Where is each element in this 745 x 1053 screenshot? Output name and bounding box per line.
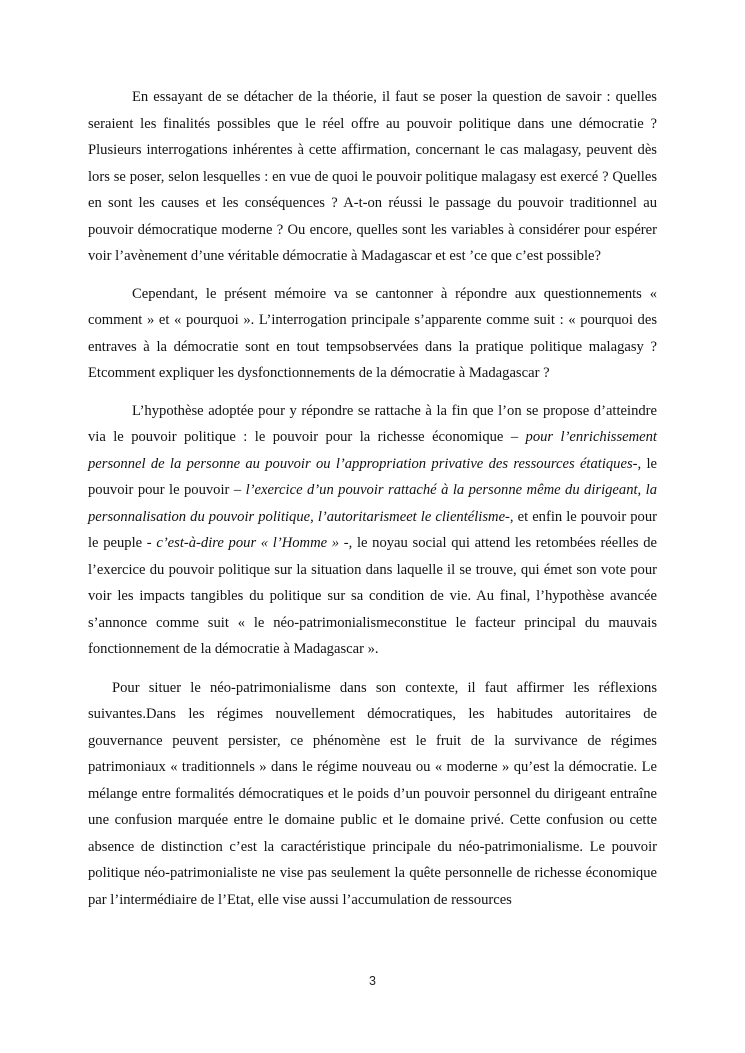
text-run: En essayant de se détacher de la théorie, il faut se poser la question de savoir : quelles seraient les finalités possibles que le réel offre au pouvoir politique dans une démocratie ? Plusieurs interrogations inhérentes à cette affirmation, concernant le cas malagasy, peuvent dès lors se poser, selon lesquelles : en vue de quoi le pouvoir politique malagasy est exercé ? Quelles en sont les causes et les conséquences ? A-t-on réussi le passage du pouvoir traditionnel au pouvoir démocratique moderne ? Ou encore, quelles sont les variables à considérer pour espérer voir l’avènement d’une véritable démocratie à Madagascar et est ’ce que c’est possible? bbox=[88, 89, 657, 264]
text-run: , le noyau social qui attend les retombées réelles de l’exercice du pouvoir politique sur la situation dans laquelle il se trouve, qui émet son vote pour voir les impacts tangibles du politique sur sa condition de vie. Au final, l’hypothèse avancée s’annonce comme suit « le néo-patrimonialismeconstitue le facteur principal du mauvais fonctionnement de la démocratie à Madagascar ». bbox=[88, 535, 657, 657]
text-run: L’hypothèse adoptée pour y répondre se rattache à la fin que l’on se propose d’atteindre via le pouvoir politique : le pouvoir pour la richesse économique – bbox=[88, 402, 657, 445]
text-run: Cependant, le présent mémoire va se cantonner à répondre aux questionnements « comment » et « pourquoi ». L’interrogation principale s’apparente comme suit : « pourquoi des entraves à la démocratie sont en tout tempsobservées dans la pratique politique malagasy ? Etcomment expliquer les dysfonctionnements de la démocratie à Madagascar ? bbox=[88, 285, 657, 381]
body-text bbox=[88, 84, 657, 924]
page-number: 3 bbox=[369, 974, 376, 988]
italic-text-run: pour l’enrichissement personnel de la personne au pouvoir ou l’appropriation privative des ressources étatiques- bbox=[88, 429, 657, 472]
text-run: , bbox=[310, 508, 318, 525]
italic-text-run: l’autoritarismeet le clientélisme- bbox=[317, 508, 510, 525]
text-run: , et enfin le pouvoir pour le peuple - bbox=[88, 508, 658, 551]
italic-text-run: l’exercice d’un pouvoir rattaché à la personne même du dirigeant, la personnalisation du pouvoir politique bbox=[88, 482, 657, 525]
paragraph-context bbox=[88, 675, 657, 914]
text-run: Pour situer le néo-patrimonialisme dans son contexte, il faut affirmer les réflexions suivantes.Dans les régimes nouvellement démocratiques, les habitudes autoritaires de gouvernance peuvent persister, ce phénomène est le fruit de la survivance de régimes patrimoniaux « traditionnels » dans le régime nouveau ou « moderne » qu’est la démocratie. Le mélange entre formalités démocratiques et le poids d’un pouvoir personnel du dirigeant entraîne une confusion marquée entre le domaine public et le domaine privé. Cette confusion ou cette absence de distinction c’est la caractéristique principale du néo-patrimonialisme. Le pouvoir politique néo-patrimonialiste ne vise pas seulement la quête personnelle de richesse économique par l’intermédiaire de l’Etat, elle vise aussi l’accumulation de ressources bbox=[88, 679, 657, 908]
text-run: , le pouvoir pour le pouvoir – bbox=[88, 455, 657, 498]
paragraph-questions bbox=[88, 84, 657, 270]
paragraph-hypothesis bbox=[88, 398, 657, 663]
italic-text-run: c’est-à-dire pour « l’Homme » - bbox=[156, 535, 349, 551]
paragraph-main-question bbox=[88, 281, 657, 387]
